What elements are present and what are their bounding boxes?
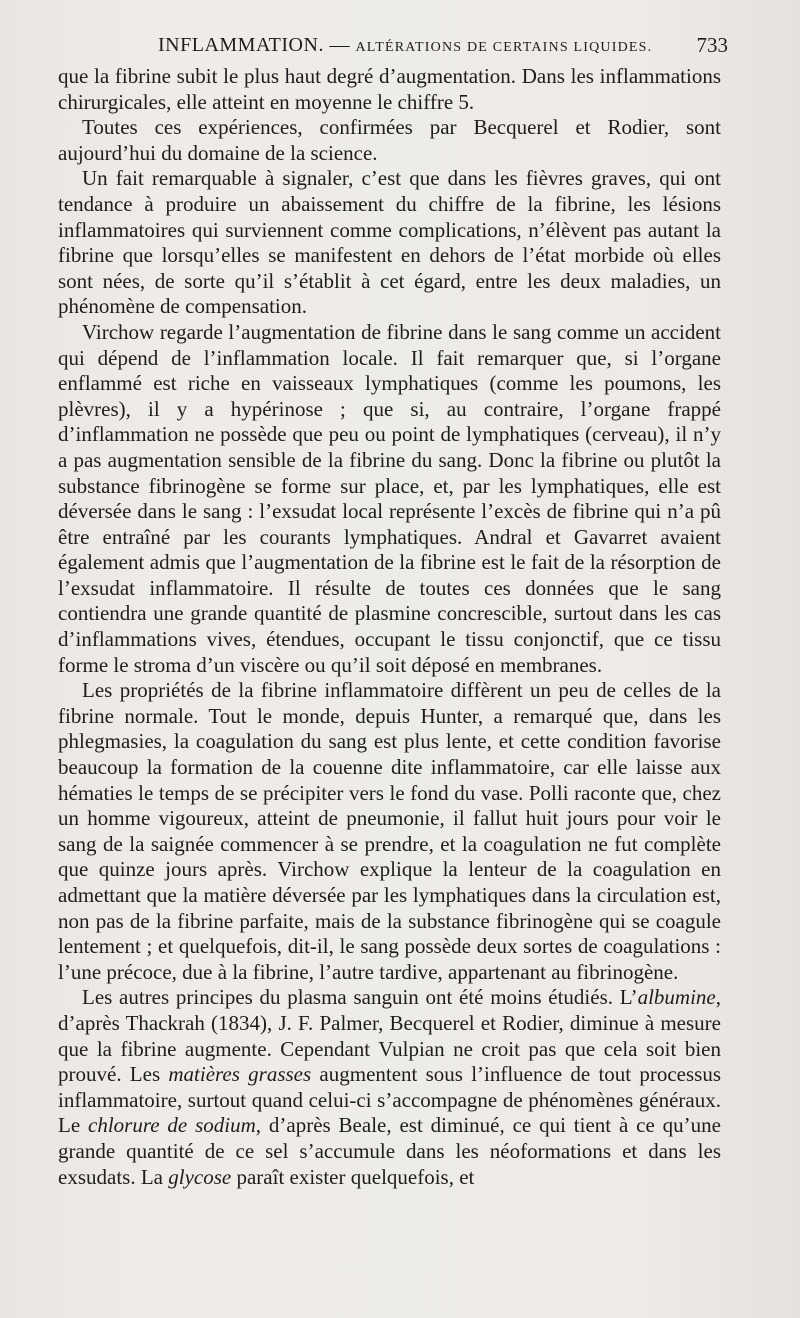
text-run: Toutes ces expériences, confirmées par Becquerel et Rodier, sont aujourd’hui du domaine de la science. [58, 115, 721, 165]
italic-term: albumine [637, 985, 716, 1010]
text-run: Les propriétés de la fibrine inflammatoire diffèrent un peu de celles de la fibrine normale. Tout le monde, depuis Hunter, a remarqué que, dans les phlegmasies, la coagulation du sang est plus lente, et cette condition favorise beaucoup la formation de la couenne dite inflammatoire, car elle laisse aux hématies le temps de se précipiter vers le fond du vase. Polli raconte que, chez un homme vigoureux, atteint de pneumonie, il fallut huit jours pour voir le sang de la saignée commencer à se prendre, et la coagulation ne fut complète que quinze jours après. Virchow explique la lenteur de la coagulation en admettant que la matière déversée par les lymphatiques dans la circulation est, non pas de la fibrine parfaite, mais de la substance fibrinogène qui se coagule lentement ; et quelquefois, dit-il, le sang possède deux sortes de coagulations : l’une précoce, due à la fibrine, l’autre tardive, appartenant au fibrinogène. [58, 678, 721, 984]
paragraph [58, 115, 721, 166]
text-run: , d’après Thackrah (1834), J. F. Palmer, Becquerel et Rodier, diminue à mesure que la fibrine augmente. Cependant Vulpian ne croit pas que cela soit bien prouvé. Les [58, 985, 721, 1087]
text-run: Les autres principes du plasma sanguin ont été moins étudiés. L’ [82, 985, 638, 1010]
running-header [58, 30, 728, 60]
page-number: 733 [696, 33, 728, 57]
text-run: paraît exister quelquefois, et [231, 1164, 475, 1189]
text-run: que la fibrine subit le plus haut degré d’augmentation. Dans les inflammations chirurgicales, elle atteint en moyenne le chiffre 5. [58, 64, 721, 114]
text-run: Un fait remarquable à signaler, c’est que dans les fièvres graves, qui ont tendance à produire un abaissement du chiffre de la fibrine, les lésions inflammatoires qui surviennent comme complications, n’élèvent pas autant la fibrine que lorsqu’elles se manifestent en dehors de l’état morbide où elles sont nées, de sorte qu’il s’établit à cet égard, entre les deux maladies, un phénomène de compensation. [58, 166, 721, 319]
italic-term: matières grasses [168, 1062, 312, 1087]
paragraph [58, 678, 721, 985]
header-title: INFLAMMATION. [158, 34, 324, 56]
header-dash: — [329, 34, 350, 56]
text-run: augmentent sous l’influence de tout processus inflammatoire, surtout quand celui-ci s’accompagne de phénomènes généraux. Le [58, 1062, 722, 1138]
paragraph [58, 320, 721, 678]
paragraph [58, 166, 721, 320]
paragraph [58, 64, 721, 115]
paragraph [58, 985, 721, 1190]
text-run: Virchow regarde l’augmentation de fibrine dans le sang comme un accident qui dépend de l’inflammation locale. Il fait remarquer que, si l’organe enflammé est riche en vaisseaux lymphatiques (comme les poumons, les plèvres), il y a hypérinose ; que si, au contraire, l’organe frappé d’inflammation ne possède que peu ou point de lymphatiques (cerveau), il n’y a pas augmentation sensible de la fibrine du sang. Donc la fibrine ou plutôt la substance fibrinogène se forme sur place, et, par les lymphatiques, elle est déversée dans le sang : l’exsudat local représente l’excès de fibrine qui n’a pû être entraîné par les courants lymphatiques. Andral et Gavarret avaient également admis que l’augmentation de la fibrine est le fait de la résorption de l’exsudat inflammatoire. Il résulte de toutes ces données que le sang contiendra une grande quantité de plasmine concrescible, surtout dans les cas d’inflammations vives, étendues, occupant le tissu conjonctif, que ce tissu forme le stroma d’un viscère ou qu’il soit déposé en membranes. [58, 319, 721, 677]
text-run: , d’après Beale, est diminué, ce qui tient à ce qu’une grande quantité de ce sel s’accumule dans les néoformations et dans les exsudats. La [58, 1113, 721, 1189]
header-subtitle: ALTÉRATIONS DE CERTAINS LIQUIDES. [355, 40, 653, 55]
italic-term: chlorure de sodium [88, 1113, 256, 1138]
running-title [158, 30, 652, 63]
italic-term: glycose [168, 1164, 232, 1189]
body-text [58, 64, 721, 1190]
